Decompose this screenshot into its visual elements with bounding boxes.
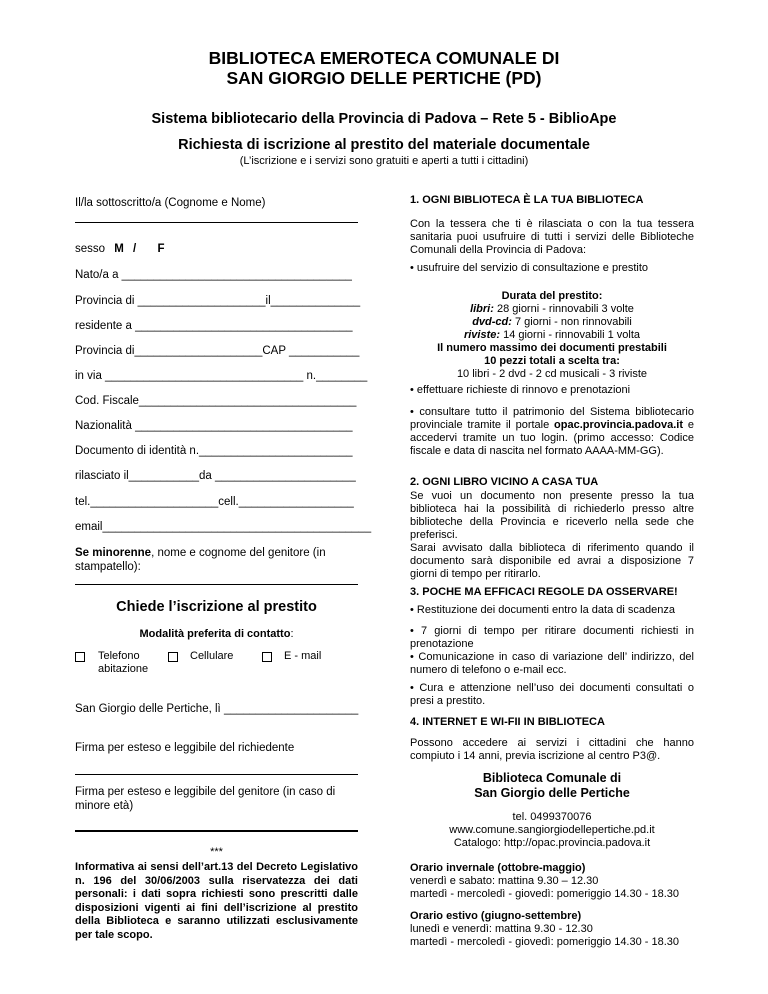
section-4-text: Possono accedere ai servizi i cittadini che hanno compiuto i 14 anni, previa iscrizione al centro P3@.: [410, 737, 694, 762]
parent-signature-label: Firma per esteso e leggibile del genitore (in caso di minore età): [75, 786, 336, 812]
email-field[interactable]: email__________________________________________: [75, 521, 372, 533]
nationality-field[interactable]: Nazionalità __________________________________: [75, 420, 353, 432]
checkbox-cell[interactable]: [168, 652, 178, 662]
birthplace-field[interactable]: Nato/a a ____________________________________: [75, 269, 352, 281]
issued-field[interactable]: rilasciato il___________da ______________________: [75, 470, 356, 482]
sex-label: sesso: [75, 243, 106, 255]
section-1-bullet-2: • effettuare richieste di rinnovo e prenotazioni: [410, 384, 631, 396]
contact-option-cell-label: Cellulare: [190, 650, 234, 662]
residence-province-field[interactable]: Provincia di____________________CAP ___________: [75, 345, 360, 357]
library-website[interactable]: www.comune.sangiorgiodellepertiche.pd.it: [449, 824, 655, 836]
section-3-bullet-1: • Restituzione dei documenti entro la data di scadenza: [410, 604, 675, 616]
sex-f[interactable]: F: [157, 243, 165, 255]
contact-option-email[interactable]: [262, 651, 272, 664]
place-date-field[interactable]: San Giorgio delle Pertiche, lì _____________________: [75, 703, 359, 715]
section-3-bullet-2: • 7 giorni di tempo per ritirare documenti richiesti in prenotazione: [410, 625, 694, 650]
free-note: (L’iscrizione e i servizi sono gratuiti e aperti a tutti i cittadini): [239, 155, 529, 167]
system-subtitle: Sistema bibliotecario della Provincia di Padova – Rete 5 - BiblioApe: [151, 111, 617, 127]
contact-label: Modalità preferita di contatto:: [139, 628, 294, 640]
contact-option-home-label: Telefono abitazione: [98, 650, 149, 675]
library-contacts: [410, 811, 694, 850]
library-phone: tel. 0499370076: [512, 811, 592, 823]
section-1-bullet-1: • usufruire del servizio di consultazione e prestito: [410, 262, 649, 274]
id-document-field[interactable]: Documento di identità n.________________________: [75, 445, 353, 457]
section-1-bullet-3: • consultare tutto il patrimonio del Sistema bibliotecario provinciale tramite il portale opac.provincia.padova.it e accedervi tramite un tuo login. (primo accesso: Codice fiscale e data di nascita nel formato AAAA-MM-GG).: [410, 406, 694, 457]
summer-hours: Orario estivo (giugno-settembre) lunedì e venerdì: mattina 9.30 - 12.30 martedì - mercoledì - giovedì: pomeriggio 14.30 - 18.30: [410, 910, 680, 948]
contact-option-cell[interactable]: [168, 651, 178, 664]
opac-link[interactable]: opac.provincia.padova.it: [554, 419, 684, 431]
request-title: Richiesta di iscrizione al prestito del materiale documentale: [178, 137, 590, 153]
phone-field[interactable]: tel.____________________cell.__________________: [75, 496, 354, 508]
name-line[interactable]: [75, 222, 358, 223]
section-3-bullet-3: • Comunicazione in caso di variazione dell’ indirizzo, del numero di telefono o e-mail ecc.: [410, 651, 694, 676]
sex-row: [75, 242, 164, 256]
loan-duration-box: Durata del prestito: libri: 28 giorni - rinnovabili 3 volte dvd-cd: 7 giorni - non rinnovabili riviste: 14 giorni - rinnovabili 1 volta Il numero massimo dei documenti prestabili 10 pezzi totali a scelta tra: 10 libri - 2 dvd - 2 cd musicali - 3 riviste: [437, 290, 667, 380]
library-catalog[interactable]: Catalogo: http://opac.provincia.padova.it: [453, 837, 651, 849]
title-line-1: BIBLIOTECA EMEROTECA COMUNALE DI: [208, 48, 560, 68]
request-heading: Chiede l’iscrizione al prestito: [116, 599, 317, 615]
parent-signature-line[interactable]: [75, 830, 358, 832]
residence-field[interactable]: residente a __________________________________: [75, 320, 353, 332]
section-1-text: Con la tessera che ti è rilasciata o con la tua tessera sanitaria puoi usufruire di tutti i servizi delle Biblioteche Comunali della Provincia di Padova:: [410, 218, 694, 256]
sex-separator: /: [133, 243, 137, 255]
library-name: Biblioteca Comunale di San Giorgio delle Pertiche: [474, 771, 630, 800]
section-2-title: 2. OGNI LIBRO VICINO A CASA TUA: [410, 476, 599, 488]
birth-province-field[interactable]: Provincia di ____________________il______________: [75, 295, 361, 307]
sex-m[interactable]: M: [114, 243, 124, 255]
checkbox-home[interactable]: [75, 652, 85, 662]
applicant-signature-line[interactable]: [75, 774, 358, 775]
undersigned-label: Il/la sottoscritto/a (Cognome e Nome): [75, 197, 266, 209]
street-field[interactable]: in via _______________________________ n.________: [75, 370, 368, 382]
privacy-notice: Informativa ai sensi dell’art.13 del Decreto Legislativo n. 196 del 30/06/2003 sulla riservatezza dei dati personali: i dati sopra richiesti sono prescritti dalle disposizioni vigenti ai fini dell’iscrizione al prestito della Biblioteca e saranno utilizzati esclusivamente per tale scopo.: [75, 861, 358, 941]
contact-option-home[interactable]: [75, 651, 85, 664]
title-line-2: SAN GIORGIO DELLE PERTICHE (PD): [226, 68, 542, 88]
section-3-title: 3. POCHE MA EFFICACI REGOLE DA OSSERVARE!: [410, 586, 678, 598]
tax-code-field[interactable]: Cod. Fiscale__________________________________: [75, 395, 357, 407]
section-3-bullet-4: • Cura e attenzione nell’uso dei documenti consultati o presi a prestito.: [410, 682, 694, 707]
separator-stars: ***: [210, 846, 223, 858]
contact-option-email-label: E - mail: [284, 650, 322, 662]
minor-note: Se minorenne, nome e cognome del genitore (in stampatello):: [75, 547, 326, 573]
checkbox-email[interactable]: [262, 652, 272, 662]
applicant-signature-label: Firma per esteso e leggibile del richiedente: [75, 742, 295, 754]
section-1-title: 1. OGNI BIBLIOTECA È LA TUA BIBLIOTECA: [410, 194, 644, 206]
section-4-title: 4. INTERNET E WI-FII IN BIBLIOTECA: [410, 716, 605, 728]
section-2-text: Se vuoi un documento non presente presso la tua biblioteca hai la possibilità di richiederlo presso altre biblioteche della Provincia e riceverlo nella sede che preferisci. Sarai avvisato dalla biblioteca di riferimento quando il documento sarà disponibile ed avrai a disposizione 7 giorni di tempo per ritirarlo.: [410, 490, 694, 580]
winter-hours: Orario invernale (ottobre-maggio) venerdì e sabato: mattina 9.30 – 12.30 martedì - mercoledì - giovedì: pomeriggio 14.30 - 18.30: [410, 862, 680, 900]
parent-name-line[interactable]: [75, 584, 358, 585]
